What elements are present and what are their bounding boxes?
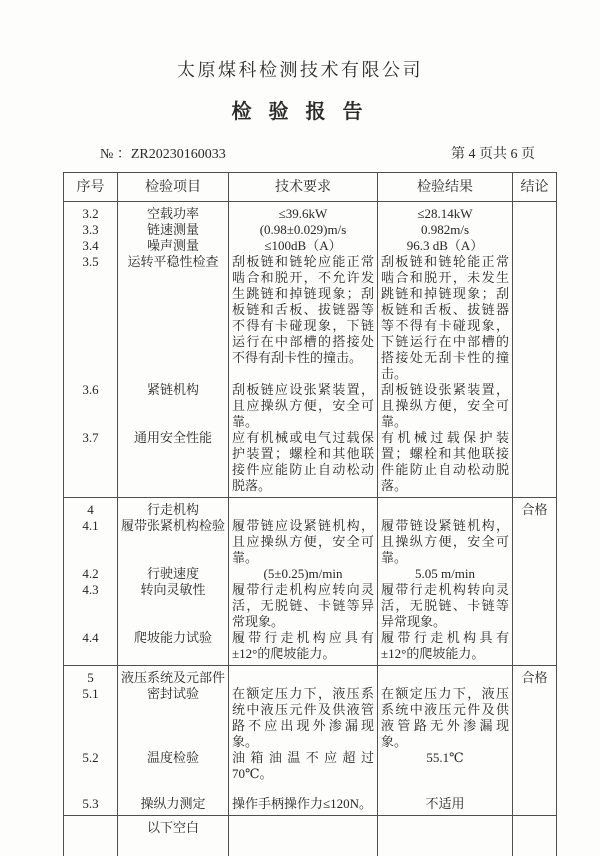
tech-cell: 应有机械或电气过载保护装置；螺栓和其他联接件应能防止自动松动脱落。 [229, 430, 378, 497]
table-row [64, 630, 513, 665]
seq-cell: 4.2 [64, 566, 118, 582]
seq-cell: 4.3 [64, 582, 118, 630]
table-row [64, 222, 513, 238]
result-cell: 在额定压力下，液压系统中液压元件及供液管路无外渗漏现象。 [378, 686, 513, 750]
report-number [100, 143, 226, 163]
table-row [64, 382, 513, 430]
table-section [64, 498, 556, 666]
item-cell: 运转平稳性检查 [118, 254, 229, 382]
table-header-row [64, 173, 556, 202]
seq-cell: 4.4 [64, 630, 118, 665]
seq-cell: 5.3 [64, 782, 118, 815]
tech-cell [229, 666, 378, 686]
table-section [64, 816, 556, 856]
result-cell: 履带链设紧链机构，且操纵方便，安全可靠。 [378, 518, 513, 566]
result-cell: 刮板链和链轮能正常啮合和脱开，未发生跳链和掉链现象；刮板链和舌板、拔链器等不得有卡碰现象，下链运行在中部槽的搭接处无刮卡性的撞击。 [378, 254, 513, 382]
conclusion-cell [513, 816, 556, 856]
tech-cell: (5±0.25)m/min [229, 566, 378, 582]
seq-cell: 3.6 [64, 382, 118, 430]
seq-cell: 3.2 [64, 202, 118, 222]
result-cell: 履带行走机构转向灵活，无脱链、卡链等异常现象。 [378, 582, 513, 630]
report-number-label: № ： [100, 147, 131, 162]
col-header-result: 检验结果 [378, 173, 513, 201]
tech-cell: 在额定压力下，液压系统中液压元件及供液管路不应出现外渗漏现象。 [229, 686, 378, 750]
col-header-tech: 技术要求 [229, 173, 378, 201]
seq-cell: 3.7 [64, 430, 118, 497]
conclusion-cell: 合格 [521, 670, 548, 685]
table-row [64, 430, 513, 497]
tech-cell: 刮板链和链轮应能正常啮合和脱开，不允许发生跳链和掉链现象；刮板链和舌板、拔链器等不得有卡碰现象，下链运行在中部槽的搭接处不得有刮卡性的撞击。 [229, 254, 378, 382]
table-section [64, 666, 556, 816]
table-row [64, 782, 513, 815]
company-name: 太原煤科检测技术有限公司 [177, 60, 423, 80]
seq-cell: 3.4 [64, 238, 118, 254]
result-cell [378, 666, 513, 686]
item-cell: 操纵力测定 [118, 782, 229, 815]
report-meta-row [0, 143, 600, 163]
seq-cell: 4.1 [64, 518, 118, 566]
item-cell: 温度检验 [118, 750, 229, 782]
seq-cell: 5.2 [64, 750, 118, 782]
seq-cell [64, 816, 118, 856]
item-cell: 行走机构 [118, 498, 229, 518]
item-cell: 以下空白 [118, 816, 229, 856]
result-cell [378, 498, 513, 518]
table-row [64, 498, 513, 518]
tech-cell [229, 498, 378, 518]
result-cell: ≤28.14kW [378, 202, 513, 222]
tech-cell: 刮板链应设张紧装置，且应操纵方便，安全可靠。 [229, 382, 378, 430]
section-rows [64, 666, 513, 815]
result-cell: 96.3 dB（A） [378, 238, 513, 254]
report-number-value: ZR20230160033 [130, 147, 226, 162]
col-header-seq: 序号 [64, 173, 118, 201]
tech-cell [229, 816, 378, 856]
section-rows [64, 498, 513, 665]
item-cell: 链速测量 [118, 222, 229, 238]
table-row [64, 816, 513, 856]
seq-cell: 5.1 [64, 686, 118, 750]
table-body [64, 202, 556, 856]
table-row [64, 582, 513, 630]
result-cell: 0.982m/s [378, 222, 513, 238]
seq-cell: 4 [64, 498, 118, 518]
tech-cell: 履带链应设紧链机构，且应操纵方便，安全可靠。 [229, 518, 378, 566]
table-row [64, 666, 513, 686]
tech-cell: ≤100dB（A） [229, 238, 378, 254]
conclusion-cell: 合格 [521, 502, 548, 517]
result-cell: 55.1℃ [378, 750, 513, 782]
item-cell: 爬坡能力试验 [118, 630, 229, 665]
result-cell: 不适用 [378, 782, 513, 815]
tech-cell: 履带行走机构应转向灵活，无脱链、卡链等异常现象。 [229, 582, 378, 630]
result-cell: 履带行走机构具有±12°的爬坡能力。 [378, 630, 513, 665]
tech-cell: 操作手柄操作力≤120N。 [229, 782, 378, 815]
seq-cell: 5 [64, 666, 118, 686]
item-cell: 密封试验 [118, 686, 229, 750]
seq-cell: 3.5 [64, 254, 118, 382]
table-row [64, 254, 513, 382]
table-row [64, 750, 513, 782]
tech-cell: 油箱油温不应超过 70℃。 [229, 750, 378, 782]
item-cell: 空载功率 [118, 202, 229, 222]
section-rows [64, 202, 513, 497]
result-cell: 有机械过载保护装置；螺栓和其他联接件能防止自动松动脱落。 [378, 430, 513, 497]
inspection-table [63, 172, 557, 856]
item-cell: 行驶速度 [118, 566, 229, 582]
page-indicator: 第 4 页共 6 页 [451, 147, 535, 162]
col-header-conclusion: 结论 [520, 180, 549, 195]
tech-cell: 履带行走机构应具有±12°的爬坡能力。 [229, 630, 378, 665]
item-cell: 转向灵敏性 [118, 582, 229, 630]
result-cell [378, 816, 513, 856]
tech-cell: ≤39.6kW [229, 202, 378, 222]
table-row [64, 202, 513, 222]
table-section [64, 202, 556, 498]
item-cell: 通用安全性能 [118, 430, 229, 497]
tech-cell: (0.98±0.029)m/s [229, 222, 378, 238]
result-cell: 5.05 m/min [378, 566, 513, 582]
table-row [64, 238, 513, 254]
report-title: 检 验 报 告 [231, 101, 369, 123]
table-row [64, 518, 513, 566]
section-rows [64, 816, 513, 856]
table-row [64, 566, 513, 582]
item-cell: 噪声测量 [118, 238, 229, 254]
seq-cell: 3.3 [64, 222, 118, 238]
table-row [64, 686, 513, 750]
result-cell: 刮板链设张紧装置，且操纵方便，安全可靠。 [378, 382, 513, 430]
col-header-item: 检验项目 [118, 173, 229, 201]
item-cell: 液压系统及元部件 [118, 666, 229, 686]
item-cell: 履带张紧机构检验 [118, 518, 229, 566]
conclusion-cell [513, 202, 556, 497]
item-cell: 紧链机构 [118, 382, 229, 430]
